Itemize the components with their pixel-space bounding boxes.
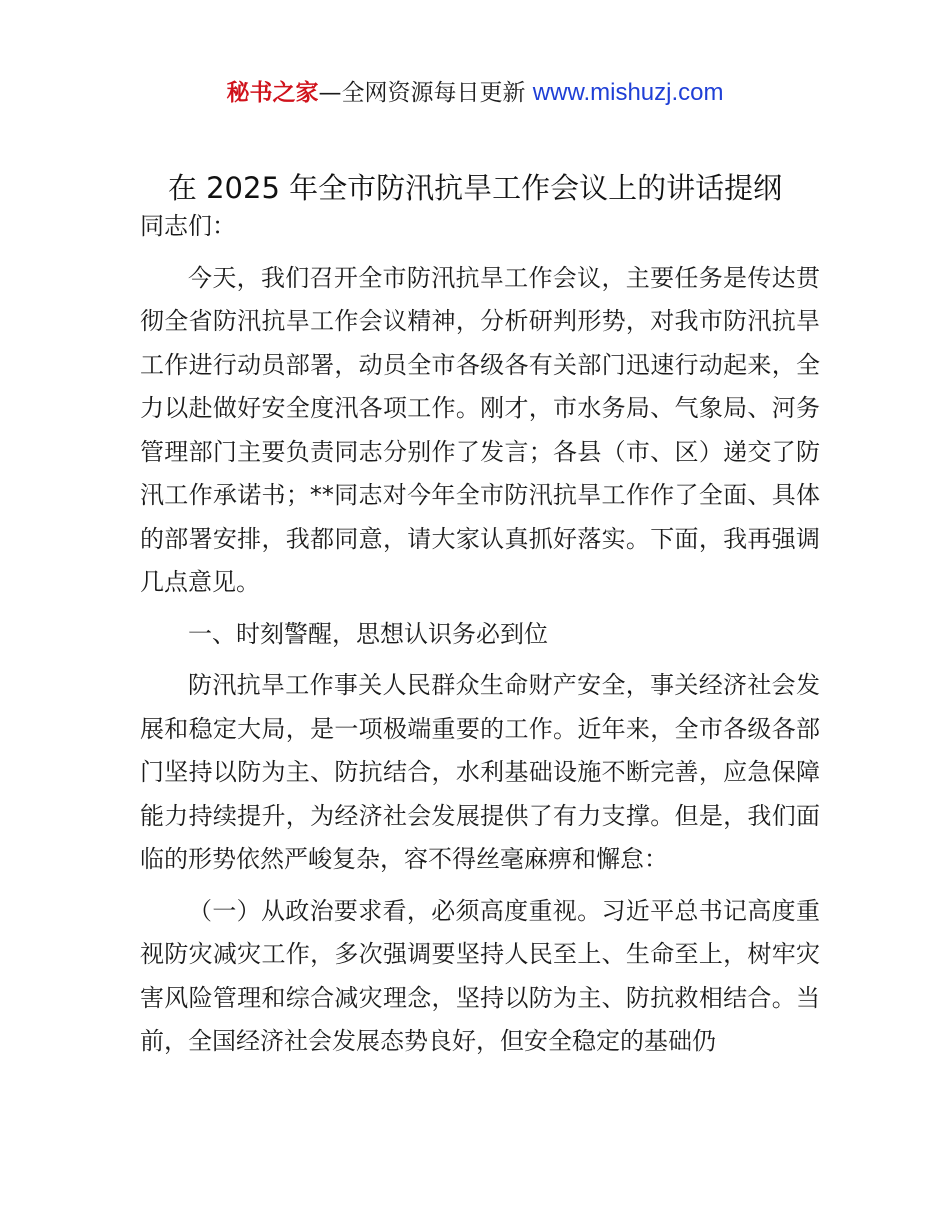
- paragraph-situation: 防汛抗旱工作事关人民群众生命财产安全，事关经济社会发展和稳定大局，是一项极端重要的工作。近年来，全市各级各部门坚持以防为主、防抗结合，水利基础设施不断完善，应急保障能力持续提升，为经济社会发展提供了有力支撑。但是，我们面临的形势依然严峻复杂，容不得丝毫麻痹和懈怠：: [140, 671, 820, 873]
- paragraph-intro: 今天，我们召开全市防汛抗旱工作会议，主要任务是传达贯彻全省防汛抗旱工作会议精神，分析研判形势，对我市防汛抗旱工作进行动员部署，动员全市各级各有关部门迅速行动起来，全力以赴做好安全度汛各项工作。刚才，市水务局、气象局、河务管理部门主要负责同志分别作了发言；各县（市、区）递交了防汛工作承诺书；**同志对今年全市防汛抗旱工作作了全面、具体的部署安排，我都同意，请大家认真抓好落实。下面，我再强调几点意见。: [140, 263, 820, 596]
- greeting: 同志们：: [140, 212, 236, 240]
- site-url-link[interactable]: www.mishuzj.com: [532, 79, 724, 106]
- site-header: [0, 76, 950, 110]
- paragraph-political-requirement: （一）从政治要求看，必须高度重视。习近平总书记高度重视防灾减灾工作，多次强调要坚持人民至上、生命至上，树牢灾害风险管理和综合减灾理念，坚持以防为主、防抗救相结合。当前，全国经济社会发展态势良好，但安全稳定的基础仍: [140, 896, 820, 1055]
- section-heading-1: 一、时刻警醒，思想认识务必到位: [188, 619, 548, 648]
- document-body: [140, 205, 820, 1072]
- site-brand: 秘书之家: [226, 80, 319, 106]
- site-tagline: —全网资源每日更新: [318, 80, 533, 106]
- document-title: 在 2025 年全市防汛抗旱工作会议上的讲话提纲: [167, 171, 783, 205]
